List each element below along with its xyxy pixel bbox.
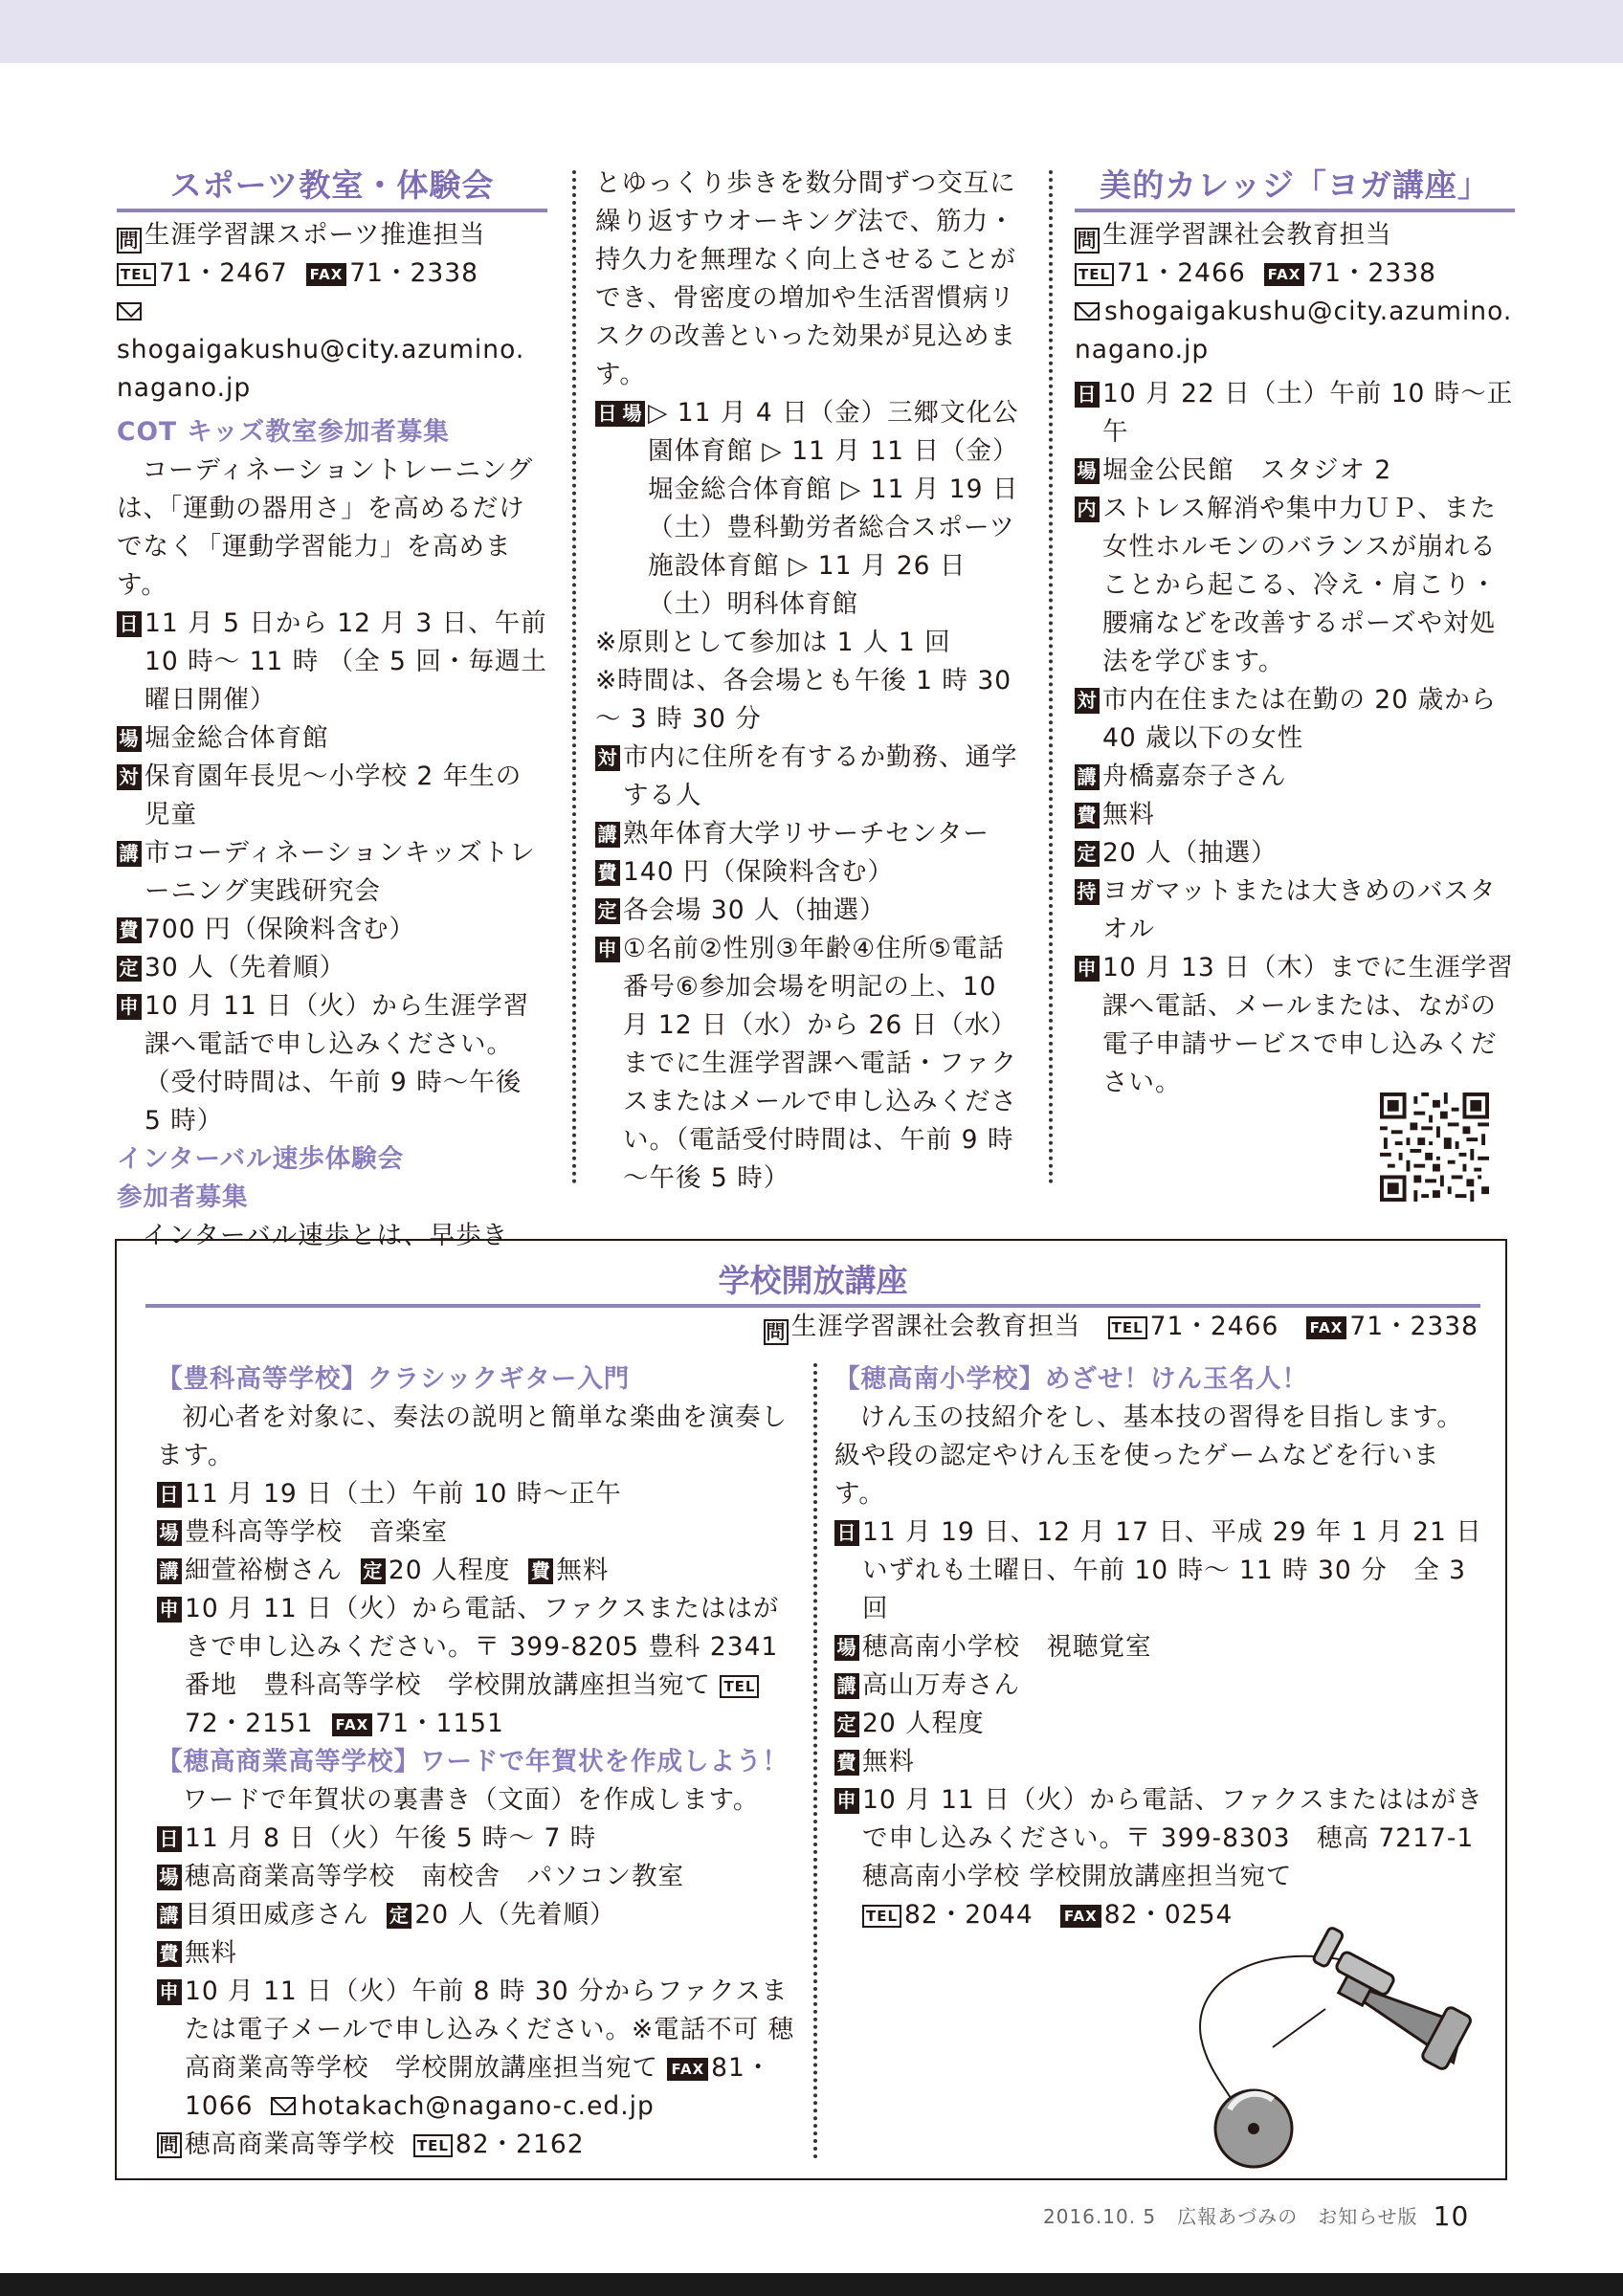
capacity-icon: 定 <box>1075 841 1100 867</box>
place-icon: 場 <box>157 1520 182 1546</box>
capacity-icon: 定 <box>387 1903 411 1929</box>
interval-fee: 費 140 円（保険料含む） <box>595 853 1026 892</box>
apply-icon: 申 <box>834 1788 859 1814</box>
kendama-illustration-icon <box>1182 1904 1498 2176</box>
yoga-content: 内 ストレス解消や集中力ＵＰ、また女性ホルモンのバランスが崩れることから起こる、冷え・肩こり・腰痛などを改善するポーズや対処法を学びます。 <box>1075 490 1515 681</box>
title-rule <box>117 209 547 212</box>
yoga-lecturer: 講 舟橋嘉奈子さん <box>1075 758 1515 796</box>
interval-capacity: 定 各会場 30 人（抽選） <box>595 892 1026 930</box>
school-left-column <box>157 1360 796 2164</box>
sports-email[interactable]: shogaigakushu@city.azumino. nagano.jp <box>117 293 547 408</box>
lecturer-icon: 講 <box>1075 764 1100 790</box>
yoga-title: 美的カレッジ「ヨガ講座」 <box>1100 166 1490 204</box>
hotaka-shogyo-intro: ワードで年賀状の裏書き（文面）を作成します。 <box>182 1785 760 1815</box>
date-icon: 日 <box>117 611 142 637</box>
target-icon: 対 <box>117 764 142 790</box>
cot-intro: コーディネーショントレーニングは、「運動の器用さ」を高めるだけでなく「運動学習能力」を高めます。 <box>117 455 534 600</box>
cot-heading: COT キッズ教室参加者募集 <box>117 417 450 447</box>
interval-datevenue: 日 場 ▷ 11 月 4 日（金）三郷文化公園体育館 ▷ 11 月 11 日（金）堀金総合体育館 ▷ 11 月 19 日（土）豊科勤労者総合スポーツ施設体育館 ▷ 11 月 26 日（土）明科体育館 <box>595 394 1026 624</box>
interval-intro-start: インターバル速歩とは、早歩き <box>142 1221 509 1250</box>
fax-icon: FAX <box>332 1713 373 1736</box>
lecturer-icon: 講 <box>117 841 142 867</box>
apply-icon: 申 <box>157 1979 182 2005</box>
hotaka-shogyo-inquiry: 問 穂高商業高等学校 TEL 82・2162 <box>157 2126 796 2164</box>
fee-icon: 費 <box>1075 803 1100 828</box>
hotaka-shogyo-email[interactable]: hotakach@nagano-c.ed.jp <box>300 2091 655 2121</box>
tel-icon: TEL <box>413 2134 453 2157</box>
apply-icon: 申 <box>117 994 142 1020</box>
interval-note1: ※原則として参加は 1 人 1 回 <box>595 628 951 657</box>
school-title: 学校開放講座 <box>718 1262 908 1299</box>
sports-phone-fax: TEL 71・2467 FAX 71・2338 <box>117 254 547 293</box>
hotaka-minami-fee: 費 無料 <box>834 1743 1485 1781</box>
publication-name: 広報あづみの お知らせ版 <box>1177 2205 1418 2228</box>
yoga-bring: 持 ヨガマットまたは大きめのバスタオル <box>1075 872 1515 949</box>
date-icon: 日 <box>834 1520 859 1546</box>
interval-heading: インターバル速歩体験会 参加者募集 <box>117 1144 405 1212</box>
interval-intro-continued: とゆっくり歩きを数分間ずつ交互に繰り返すウオーキング法で、筋力・持久力を無理なく向上させることができ、骨密度の増加や生活習慣病リスクの改善といった効果が見込めます。 <box>595 168 1016 389</box>
lecturer-icon: 講 <box>834 1673 859 1699</box>
apply-icon: 申 <box>1075 956 1100 982</box>
yoga-place: 場 堀金公民館 スタジオ 2 <box>1075 452 1515 490</box>
place-icon: 場 <box>157 1865 182 1890</box>
tel-icon: TEL <box>117 263 156 286</box>
cot-fee: 費 700 円（保険料含む） <box>117 911 547 949</box>
yoga-date: 日 10 月 22 日（土）午前 10 時～正午 <box>1075 375 1515 452</box>
cot-place: 場 堀金総合体育館 <box>117 719 547 758</box>
cot-capacity: 定 30 人（先着順） <box>117 949 547 987</box>
hotaka-shogyo-heading: 【穂高商業高等学校】ワードで年賀状を作成しよう！ <box>157 1747 789 1777</box>
issue-date: 2016.10. 5 <box>1043 2205 1157 2228</box>
yoga-email[interactable]: shogaigakushu@city.azumino. nagano.jp <box>1075 297 1513 364</box>
fee-icon: 費 <box>157 1941 182 1967</box>
inquiry-icon: 問 <box>117 228 142 254</box>
hotaka-minami-lecturer: 講 高山万寿さん <box>834 1667 1485 1705</box>
fax-icon: FAX <box>667 2058 708 2081</box>
toyoshina-intro: 初心者を対象に、奏法の説明と簡単な楽曲を演奏します。 <box>157 1402 788 1470</box>
interval-apply: 申 ①名前②性別③年齢④住所⑤電話番号⑥参加会場を明記の上、10 月 12 日（水）から 26 日（水）までに生涯学習課へ電話・ファクスまたはメールで申し込みください。（電話受付時間は、午前 9 時～午後 5 時） <box>595 930 1026 1198</box>
top-band <box>0 0 1623 63</box>
lecturer-icon: 講 <box>595 822 620 848</box>
fee-icon: 費 <box>528 1558 553 1584</box>
sports-column-1 <box>117 165 547 1255</box>
sports-contact: 問 生涯学習課スポーツ推進担当 <box>117 216 547 254</box>
date-icon: 日 <box>595 401 620 427</box>
fax-icon: FAX <box>1060 1905 1101 1928</box>
capacity-icon: 定 <box>361 1558 386 1584</box>
hotaka-shogyo-apply: 申 10 月 11 日（火）午前 8 時 30 分からファクスまたは電子メールで申し込みください。※電話不可 穂高商業高等学校 学校開放講座担当宛て FAX 81・1066 hotakach@nagano-c.ed.jp <box>157 1973 796 2126</box>
toyoshina-date: 日 11 月 19 日（土）午前 10 時～正午 <box>157 1475 796 1513</box>
yoga-fee: 費 無料 <box>1075 796 1515 834</box>
fee-icon: 費 <box>595 860 620 886</box>
yoga-capacity: 定 20 人（抽選） <box>1075 834 1515 872</box>
capacity-icon: 定 <box>595 898 620 924</box>
place-icon: 場 <box>620 401 645 427</box>
bring-icon: 持 <box>1075 879 1100 905</box>
interval-lecturer: 講 熟年体育大学リサーチセンター <box>595 815 1026 853</box>
mail-icon <box>271 2097 296 2115</box>
capacity-icon: 定 <box>834 1711 859 1737</box>
date-icon: 日 <box>157 1826 182 1852</box>
place-icon: 場 <box>1075 458 1100 484</box>
fax-icon: FAX <box>1264 263 1305 286</box>
qr-code-icon[interactable] <box>1380 1093 1489 1202</box>
cot-lecturer: 講 市コーディネーションキッズトレーニング実践研究会 <box>117 834 547 911</box>
bottom-band <box>0 2273 1623 2296</box>
cot-apply: 申 10 月 11 日（火）から生涯学習課へ電話で申し込みください。（受付時間は、午前 9 時～午後 5 時） <box>117 987 547 1140</box>
lecturer-icon: 講 <box>157 1903 182 1929</box>
toyoshina-lecturer-capacity-fee: 講 細萱裕樹さん 定 20 人程度 費 無料 <box>157 1552 796 1590</box>
lecturer-icon: 講 <box>157 1558 182 1584</box>
date-icon: 日 <box>157 1482 182 1508</box>
inquiry-icon: 問 <box>157 2132 182 2158</box>
toyoshina-place: 場 豊科高等学校 音楽室 <box>157 1513 796 1552</box>
inquiry-icon: 問 <box>1075 228 1100 254</box>
column-divider-1 <box>572 170 576 1184</box>
date-icon: 日 <box>1075 382 1100 408</box>
sports-column-2 <box>595 165 1026 1198</box>
content-icon: 内 <box>1075 497 1100 522</box>
hotaka-minami-date: 日 11 月 19 日、12 月 17 日、平成 29 年 1 月 21 日いずれも土曜日、午前 10 時～ 11 時 30 分 全 3 回 <box>834 1513 1485 1628</box>
tel-icon: TEL <box>1075 263 1114 286</box>
tel-icon: TEL <box>720 1675 759 1698</box>
interval-target: 対 市内に住所を有するか勤務、通学する人 <box>595 739 1026 815</box>
capacity-icon: 定 <box>117 956 142 982</box>
cot-target: 対 保育園年長児～小学校 2 年生の児童 <box>117 758 547 834</box>
hotaka-minami-capacity: 定 20 人程度 <box>834 1705 1485 1743</box>
page-number: 10 <box>1433 2200 1470 2232</box>
fax-icon: FAX <box>1306 1316 1347 1339</box>
hotaka-minami-intro: けん玉の技紹介をし、基本技の習得を目指します。級や段の認定やけん玉を使ったゲームなどを行います。 <box>834 1402 1463 1509</box>
yoga-contact: 問 生涯学習課社会教育担当 <box>1075 216 1515 254</box>
hotaka-shogyo-date: 日 11 月 8 日（火）午後 5 時～ 7 時 <box>157 1820 796 1858</box>
yoga-apply: 申 10 月 13 日（木）までに生涯学習課へ電話、メールまたは、ながの電子申請サービスで申し込みください。 <box>1075 949 1515 1102</box>
school-contact: 問 生涯学習課社会教育担当 TEL 71・2466 FAX 71・2338 <box>764 1308 1478 1346</box>
tel-icon: TEL <box>862 1905 901 1928</box>
fee-icon: 費 <box>117 917 142 943</box>
hotaka-shogyo-lecturer-capacity: 講 目須田威彦さん 定 20 人（先着順） <box>157 1896 796 1934</box>
cot-date: 日 11 月 5 日から 12 月 3 日、午前 10 時～ 11 時 （全 5 回・毎週土曜日開催） <box>117 605 547 719</box>
toyoshina-apply: 申 10 月 11 日（火）から電話、ファクスまたははがきで申し込みください。〒 399-8205 豊科 2341 番地 豊科高等学校 学校開放講座担当宛て TEL72・2151 FAX 71・1151 <box>157 1590 796 1743</box>
fee-icon: 費 <box>834 1750 859 1776</box>
school-right-column <box>834 1360 1485 1934</box>
footer <box>1043 2200 1469 2233</box>
apply-icon: 申 <box>157 1597 182 1623</box>
toyoshina-heading: 【豊科高等学校】クラシックギター入門 <box>157 1364 631 1394</box>
hotaka-shogyo-fee: 費 無料 <box>157 1934 796 1973</box>
fax-icon: FAX <box>306 263 347 286</box>
mail-icon <box>117 302 142 320</box>
hotaka-shogyo-place: 場 穂高商業高等学校 南校舎 パソコン教室 <box>157 1858 796 1896</box>
mail-icon <box>1075 302 1100 320</box>
place-icon: 場 <box>117 726 142 752</box>
sports-title: スポーツ教室・体験会 <box>169 166 495 204</box>
box-column-divider <box>813 1363 817 2159</box>
place-icon: 場 <box>834 1635 859 1661</box>
tel-icon: TEL <box>1108 1316 1147 1339</box>
target-icon: 対 <box>595 745 620 771</box>
yoga-phone-fax: TEL 71・2466 FAX 71・2338 <box>1075 254 1515 293</box>
target-icon: 対 <box>1075 688 1100 714</box>
title-rule <box>1075 209 1515 212</box>
hotaka-minami-apply: 申 10 月 11 日（火）から電話、ファクスまたははがきで申し込みください。〒 399-8303 穂高 7217-1 穂高南小学校 学校開放講座担当宛て TEL 82・2044 FAX 82・0254 <box>834 1781 1485 1934</box>
interval-note2: ※時間は、各会場とも午後 1 時 30 ～ 3 時 30 分 <box>595 666 1012 734</box>
hotaka-minami-place: 場 穂高南小学校 視聴覚室 <box>834 1628 1485 1667</box>
yoga-column <box>1075 165 1515 1102</box>
apply-icon: 申 <box>595 937 620 962</box>
hotaka-minami-heading: 【穂高南小学校】めざせ！けん玉名人！ <box>834 1364 1308 1394</box>
yoga-target: 対 市内在住または在勤の 20 歳から 40 歳以下の女性 <box>1075 681 1515 758</box>
inquiry-icon: 問 <box>764 1319 789 1345</box>
column-divider-2 <box>1049 170 1053 1184</box>
